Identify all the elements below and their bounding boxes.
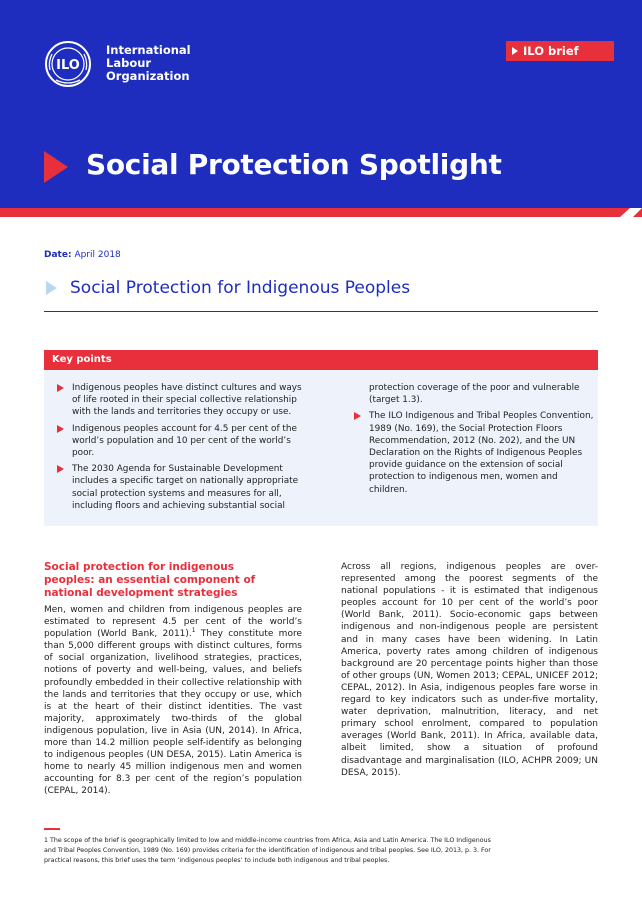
footnote-text: 1 The scope of the brief is geographically limited to low and middle-income countries from Africa, Asia and Latin America. The ILO Indigenous and Tribal Peoples Convention, 1989 (No. 169) provides criteria for the identification of indigenous and tribal peoples. See ILO, 2013, p. 3. For practical reasons, this brief uses the term ‘indigenous peoples’ to include both indigenous and tribal peoples. bbox=[44, 837, 491, 864]
bullet-triangle-icon bbox=[57, 465, 64, 473]
page-title: Social Protection Spotlight bbox=[86, 148, 502, 181]
body-text-right: Across all regions, indigenous peoples are over-represented among the poorest segments of the national populations - it is estimated that indigenous peoples account for 10 per cent of the world’s poor (World Bank, 2011). Socio-economic gaps between indigenous and non-indigenous people are persistent and in many cases have been widening. In Latin America, poverty rates among children of indigenous background are 20 percentage points higher than those of other groups (UN, Women 2013; CEPAL, UNICEF 2012; CEPAL, 2012). In Asia, indigenous peoples fare worse in regard to key indicators such as under-five mortality, water deprivation, malnutrition, literacy, and net primary school enrolment, compared to population averages (World Bank, 2011). In Africa, available data, albeit limited, show a situation of profound disadvantage and marginalisation (ILO, ACHPR 2009; UN DESA, 2015). bbox=[341, 562, 598, 778]
org-name-line-3: Organization bbox=[106, 69, 190, 83]
org-name bbox=[106, 44, 191, 83]
brief-subtitle: Social Protection for Indigenous Peoples bbox=[70, 278, 411, 298]
body-paragraph-part: They constitute more than 5,000 different groups with distinct cultures, forms of social organization, livelihood strategies, practices, notions of poverty and well-being, values, and beliefs profoundly embedded in their collective relationship with the lands and territories that they occupy or use, which is at the heart of their distinct identities. The vast majority, approximately two-thirds of the global indigenous population, live in Asia (UN, 2014). In Africa, more than 14.2 million people self-identify as belonging to indigenous peoples (UN DESA, 2015). Latin America is home to nearly 45 million indigenous men and women accounting for 8.3 per cent of the region’s population (CEPAL, 2014). bbox=[44, 629, 302, 797]
ilo-brief-badge bbox=[506, 41, 614, 61]
key-point-text: Indigenous peoples account for 4.5 per cent of the world’s population and 10 per cent of the world’s poor. bbox=[72, 423, 297, 459]
badge-triangle-icon bbox=[512, 47, 518, 55]
footnote-marker: 1 bbox=[191, 627, 196, 635]
org-name-line-2: Labour bbox=[106, 56, 152, 70]
key-points-left-column bbox=[57, 382, 302, 516]
key-points-right-column bbox=[354, 382, 594, 500]
bullet-triangle-icon bbox=[354, 412, 361, 420]
key-point-item bbox=[57, 382, 302, 419]
key-point-text: The 2030 Agenda for Sustainable Development includes a specific target on nationally appropriate social protection systems and measures for all, including floors and achieving substantial social bbox=[72, 464, 299, 511]
org-name-line-1: International bbox=[106, 43, 191, 57]
title-triangle-icon bbox=[44, 151, 68, 183]
subtitle-rule bbox=[44, 311, 598, 312]
body-text-left bbox=[44, 604, 302, 798]
key-point-item bbox=[57, 423, 302, 460]
bullet-triangle-icon bbox=[57, 384, 64, 392]
publication-date bbox=[44, 250, 121, 260]
badge-label: ILO brief bbox=[523, 44, 579, 58]
key-point-text: protection coverage of the poor and vulnerable (target 1.3). bbox=[369, 383, 580, 406]
header-red-band bbox=[0, 208, 642, 217]
subtitle-triangle-icon bbox=[46, 281, 57, 295]
key-point-item bbox=[57, 463, 302, 512]
key-point-item bbox=[354, 410, 594, 495]
svg-text:ILO: ILO bbox=[56, 58, 80, 73]
bullet-triangle-icon bbox=[57, 425, 64, 433]
key-points-heading: Key points bbox=[44, 350, 598, 370]
date-label: Date: bbox=[44, 250, 72, 260]
key-point-continuation bbox=[354, 382, 594, 406]
footnote-rule bbox=[44, 828, 60, 830]
key-point-text: Indigenous peoples have distinct cultures and ways of life rooted in their special collective relationship with the lands and territories they occupy or use. bbox=[72, 383, 302, 418]
body-paragraph-part: Men, women and children from indigenous peoples are estimated to represent 4.5 per cent of the world’s population (World Bank, 2011). bbox=[44, 605, 302, 640]
ilo-logo-icon bbox=[44, 40, 92, 88]
key-point-text: The ILO Indigenous and Tribal Peoples Convention, 1989 (No. 169), the Social Protection Floors Recommendation, 2012 (No. 202), and the UN Declaration on the Rights of Indigenous Peoples provide guidance on the extension of social protection to indigenous men, women and children. bbox=[369, 411, 594, 495]
date-value: April 2018 bbox=[74, 250, 121, 260]
section-heading: Social protection for indigenous peoples: an essential component of national development strategies bbox=[44, 561, 256, 599]
